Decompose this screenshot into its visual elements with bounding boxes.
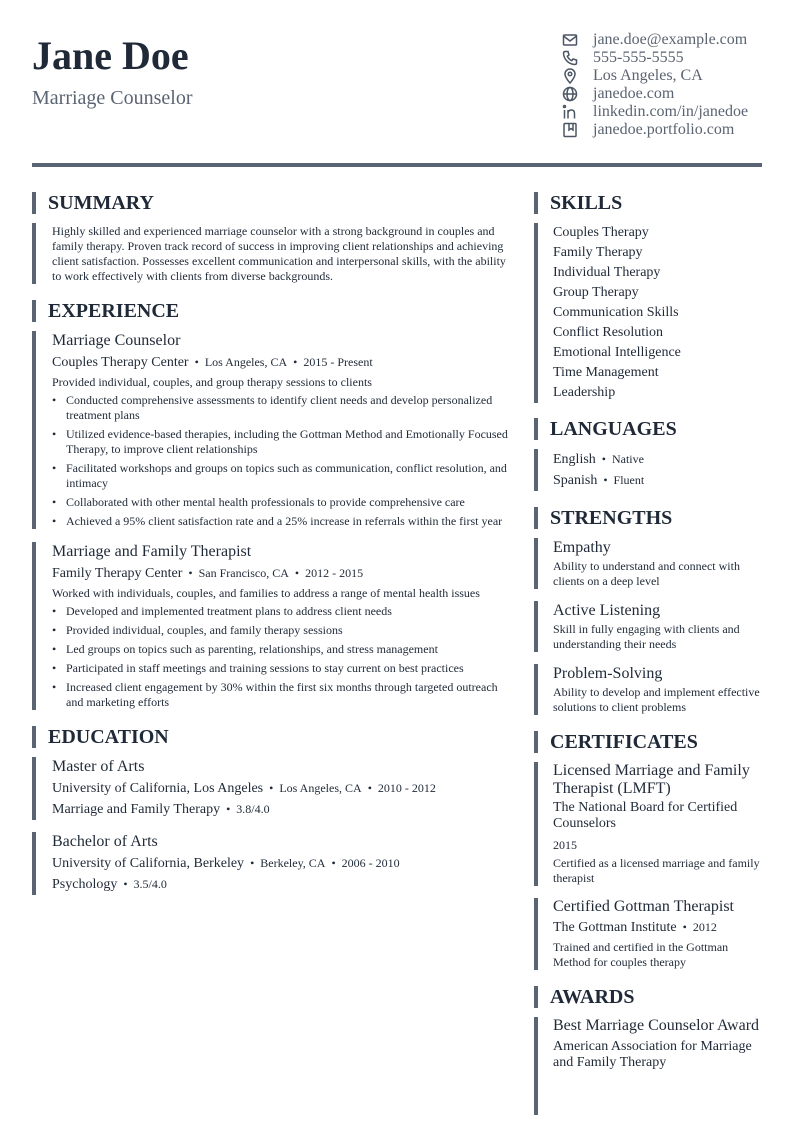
strength-desc: Ability to develop and implement effective solutions to client problems <box>553 685 760 714</box>
job-meta <box>52 563 510 584</box>
certificate-title: Licensed Marriage and Family Therapist (LMFT) <box>553 762 750 797</box>
job-company: Family Therapy Center <box>52 566 183 581</box>
language-name: Spanish <box>553 473 598 488</box>
separator-dot: • <box>294 566 300 580</box>
job-entry <box>32 331 510 529</box>
header-divider <box>32 163 762 167</box>
linkedin-icon <box>562 104 578 120</box>
strength-title: Active Listening <box>553 602 661 619</box>
award-item <box>534 1017 762 1115</box>
bookmark-icon <box>562 122 578 138</box>
job-meta <box>52 352 510 373</box>
separator-dot: • <box>188 566 193 580</box>
strength-desc: Skill in fully engaging with clients and understanding their needs <box>553 622 740 651</box>
certificate-year: 2012 <box>692 920 717 934</box>
contact-list <box>562 31 762 139</box>
skill-item: Conflict Resolution <box>553 325 664 340</box>
job-bullet: • Facilitated workshops and groups on topics such as communication, conflict resolution, and intimacy <box>66 461 510 491</box>
certificate-desc: Certified as a licensed marriage and family therapist <box>553 856 760 885</box>
strength-title: Empathy <box>553 539 611 556</box>
job-location: San Francisco, CA <box>198 566 289 580</box>
separator-dot: • <box>367 781 372 795</box>
languages-block <box>534 449 762 491</box>
certificate-org: The Gottman Institute <box>553 920 677 935</box>
education-meta <box>52 853 510 874</box>
certificate-year: 2015 <box>553 838 577 852</box>
certificates-heading: CERTIFICATES <box>534 731 762 753</box>
contact-location-text: Los Angeles, CA <box>593 67 703 84</box>
contact-website-text: janedoe.com <box>593 85 675 102</box>
award-org: American Association for Marriage and Family Therapy <box>553 1039 752 1070</box>
education-location: Los Angeles, CA <box>279 781 362 795</box>
field-of-study: Marriage and Family Therapy <box>52 802 221 817</box>
separator-dot: • <box>194 355 199 369</box>
certificate-title: Certified Gottman Therapist <box>553 898 734 915</box>
education-entry <box>32 757 510 820</box>
skill-item: Emotional Intelligence <box>553 345 681 360</box>
separator-dot: • <box>123 877 128 891</box>
experience-heading: EXPERIENCE <box>32 300 510 322</box>
contact-phone-text: 555-555-5555 <box>593 49 684 66</box>
job-company: Couples Therapy Center <box>52 355 189 370</box>
job-title: Marriage Counselor <box>52 332 181 349</box>
strength-desc: Ability to understand and connect with clients on a deep level <box>553 559 740 588</box>
certificate-desc: Trained and certified in the Gottman Method for couples therapy <box>553 940 729 969</box>
separator-dot: • <box>250 856 255 870</box>
summary-block <box>32 223 510 284</box>
job-description: Worked with individuals, couples, and families to address a range of mental health issues <box>52 586 480 600</box>
job-bullet: • Developed and implemented treatment plans to address client needs <box>66 604 510 619</box>
candidate-name: Jane Doe <box>32 33 189 78</box>
gpa: 3.8/4.0 <box>236 802 270 816</box>
contact-website[interactable] <box>562 85 762 103</box>
job-bullet: • Increased client engagement by 30% within the first six months through targeted outreach and marketing efforts <box>66 680 510 710</box>
skill-item: Leadership <box>553 385 616 400</box>
education-field-row <box>52 799 510 820</box>
resume-page <box>32 0 762 1123</box>
certificate-meta <box>553 917 762 938</box>
separator-dot: • <box>601 452 606 466</box>
education-meta <box>52 778 510 799</box>
education-dates: 2006 - 2010 <box>341 856 400 870</box>
language-level: Native <box>611 452 644 466</box>
phone-icon <box>562 50 578 66</box>
contact-location <box>562 67 762 85</box>
strength-item <box>534 664 762 715</box>
job-title: Marriage and Family Therapist <box>52 543 252 560</box>
skill-item: Family Therapy <box>553 245 643 260</box>
education-field-row <box>52 874 510 895</box>
certificate-item <box>534 898 762 970</box>
contact-portfolio-text: janedoe.portfolio.com <box>593 121 735 138</box>
job-bullet: • Achieved a 95% client satisfaction rate and a 25% increase in referrals within the first year <box>66 514 510 529</box>
skill-item: Couples Therapy <box>553 225 649 240</box>
skills-block <box>534 223 762 403</box>
contact-linkedin-text: linkedin.com/in/janedoe <box>593 103 749 120</box>
gpa: 3.5/4.0 <box>133 877 167 891</box>
contact-portfolio[interactable] <box>562 121 762 139</box>
language-name: English <box>553 452 596 467</box>
skill-item: Time Management <box>553 365 659 380</box>
job-bullet: • Conducted comprehensive assessments to identify client needs and develop personalized treatment plans <box>66 393 510 423</box>
separator-dot: • <box>269 781 274 795</box>
mail-icon <box>562 32 578 48</box>
separator-dot: • <box>293 355 298 369</box>
strength-item <box>534 601 762 652</box>
skill-item: Group Therapy <box>553 285 639 300</box>
field-of-study: Psychology <box>52 877 118 892</box>
education-location: Berkeley, CA <box>260 856 326 870</box>
job-bullet: • Collaborated with other mental health professionals to provide comprehensive care <box>66 495 510 510</box>
contact-email-text: jane.doe@example.com <box>593 31 748 48</box>
language-item <box>553 449 762 470</box>
job-description: Provided individual, couples, and group therapy sessions to clients <box>52 375 372 389</box>
left-column <box>32 192 510 895</box>
globe-icon <box>562 86 578 102</box>
education-dates: 2010 - 2012 <box>377 781 436 795</box>
contact-linkedin[interactable] <box>562 103 762 121</box>
awards-heading: AWARDS <box>534 986 762 1008</box>
languages-heading: LANGUAGES <box>534 418 762 440</box>
job-dates: 2012 - 2015 <box>305 566 364 580</box>
separator-dot: • <box>331 856 336 870</box>
job-entry <box>32 542 510 710</box>
location-icon <box>562 68 578 84</box>
summary-text: Highly skilled and experienced marriage counselor with a strong background in couples and family therapy. Proven track record of success in improving client relationships and achieving client satisfaction. Possesses excellent communication and interpersonal skills, with the ability to work effectively with clients from diverse backgrounds. <box>52 224 506 283</box>
language-level: Fluent <box>613 473 645 487</box>
language-item <box>553 470 762 491</box>
summary-heading: SUMMARY <box>32 192 510 214</box>
strength-title: Problem-Solving <box>553 665 663 682</box>
job-bullet: • Led groups on topics such as parenting, relationships, and stress management <box>66 642 510 657</box>
separator-dot: • <box>603 473 608 487</box>
job-bullets <box>52 393 510 529</box>
job-dates: 2015 - Present <box>303 355 373 369</box>
skill-item: Individual Therapy <box>553 265 661 280</box>
job-bullet: • Provided individual, couples, and family therapy sessions <box>66 623 510 638</box>
degree: Master of Arts <box>52 758 145 775</box>
job-bullets <box>52 604 510 710</box>
strength-item <box>534 538 762 589</box>
job-bullet: • Utilized evidence-based therapies, including the Gottman Method and Emotionally Focused Therapy, to improve client relationships <box>66 427 510 457</box>
school: University of California, Los Angeles <box>52 781 264 796</box>
skills-heading: SKILLS <box>534 192 762 214</box>
job-location: Los Angeles, CA <box>204 355 288 369</box>
strengths-heading: STRENGTHS <box>534 507 762 529</box>
certificate-org: The National Board for Certified Counselors <box>553 800 738 831</box>
education-heading: EDUCATION <box>32 726 510 748</box>
school: University of California, Berkeley <box>52 856 245 871</box>
degree: Bachelor of Arts <box>52 833 158 850</box>
candidate-role: Marriage Counselor <box>32 87 193 109</box>
certificate-item <box>534 762 762 886</box>
separator-dot: • <box>226 802 231 816</box>
job-bullet: • Participated in staff meetings and training sessions to stay current on best practices <box>66 661 510 676</box>
contact-phone[interactable] <box>562 49 762 67</box>
right-column <box>534 192 762 1115</box>
award-title: Best Marriage Counselor Award <box>553 1017 760 1034</box>
skill-item: Communication Skills <box>553 305 679 320</box>
education-entry <box>32 832 510 895</box>
contact-email[interactable] <box>562 31 762 49</box>
separator-dot: • <box>682 920 687 934</box>
